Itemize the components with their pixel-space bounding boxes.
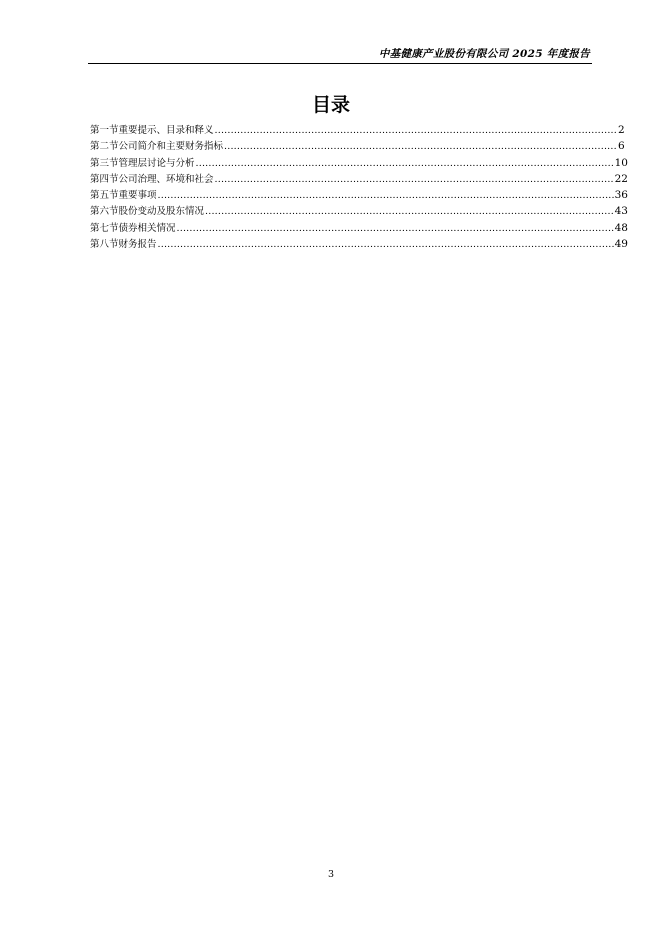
toc-entry-label: 第一节重要提示、目录和释义: [90, 125, 214, 136]
page-number: 3: [327, 869, 335, 880]
toc-entry-label: 第五节重要事项: [90, 190, 157, 202]
toc-leader: [196, 156, 614, 172]
toc-leader: [158, 237, 614, 253]
toc-entry[interactable]: [90, 203, 628, 219]
toc-entry-page: 43: [614, 205, 628, 218]
toc-entry-page: 10: [614, 156, 628, 169]
toc-leader: [158, 188, 614, 204]
toc-leader: [215, 123, 617, 139]
toc-title: 目录: [311, 94, 350, 116]
toc-entry-page: 6: [618, 140, 625, 153]
toc-entry-label: 第六节股份变动及股东情况: [90, 206, 205, 218]
toc-entry-page: 49: [614, 238, 628, 251]
toc-list: [90, 122, 628, 252]
toc-entry-label: 第八节财务报告: [90, 239, 157, 251]
toc-entry-page: 36: [614, 189, 628, 202]
toc-entry-label: 第二节公司简介和主要财务指标: [90, 141, 224, 153]
toc-entry[interactable]: [90, 155, 628, 171]
toc-entry[interactable]: [90, 187, 628, 203]
toc-entry-label: 第三节管理层讨论与分析: [90, 157, 195, 169]
toc-entry-label: 第四节公司治理、环境和社会: [90, 173, 214, 185]
toc-entry-page: 48: [614, 221, 628, 234]
toc-entry[interactable]: [90, 171, 628, 187]
toc-leader: [205, 204, 614, 220]
toc-leader: [215, 172, 614, 188]
toc-entry[interactable]: [90, 138, 628, 154]
toc-entry[interactable]: [90, 220, 628, 236]
toc-entry-page: 22: [614, 172, 628, 185]
header-rule: [88, 63, 592, 64]
toc-entry[interactable]: [90, 122, 628, 138]
toc-entry[interactable]: [90, 236, 628, 252]
toc-entry-page: 2: [618, 124, 625, 136]
toc-leader: [177, 221, 614, 237]
toc-leader: [224, 139, 617, 155]
toc-entry-label: 第七节债券相关情况: [90, 222, 176, 234]
running-header: 中基健康产业股份有限公司 2025 年度报告: [378, 48, 590, 60]
